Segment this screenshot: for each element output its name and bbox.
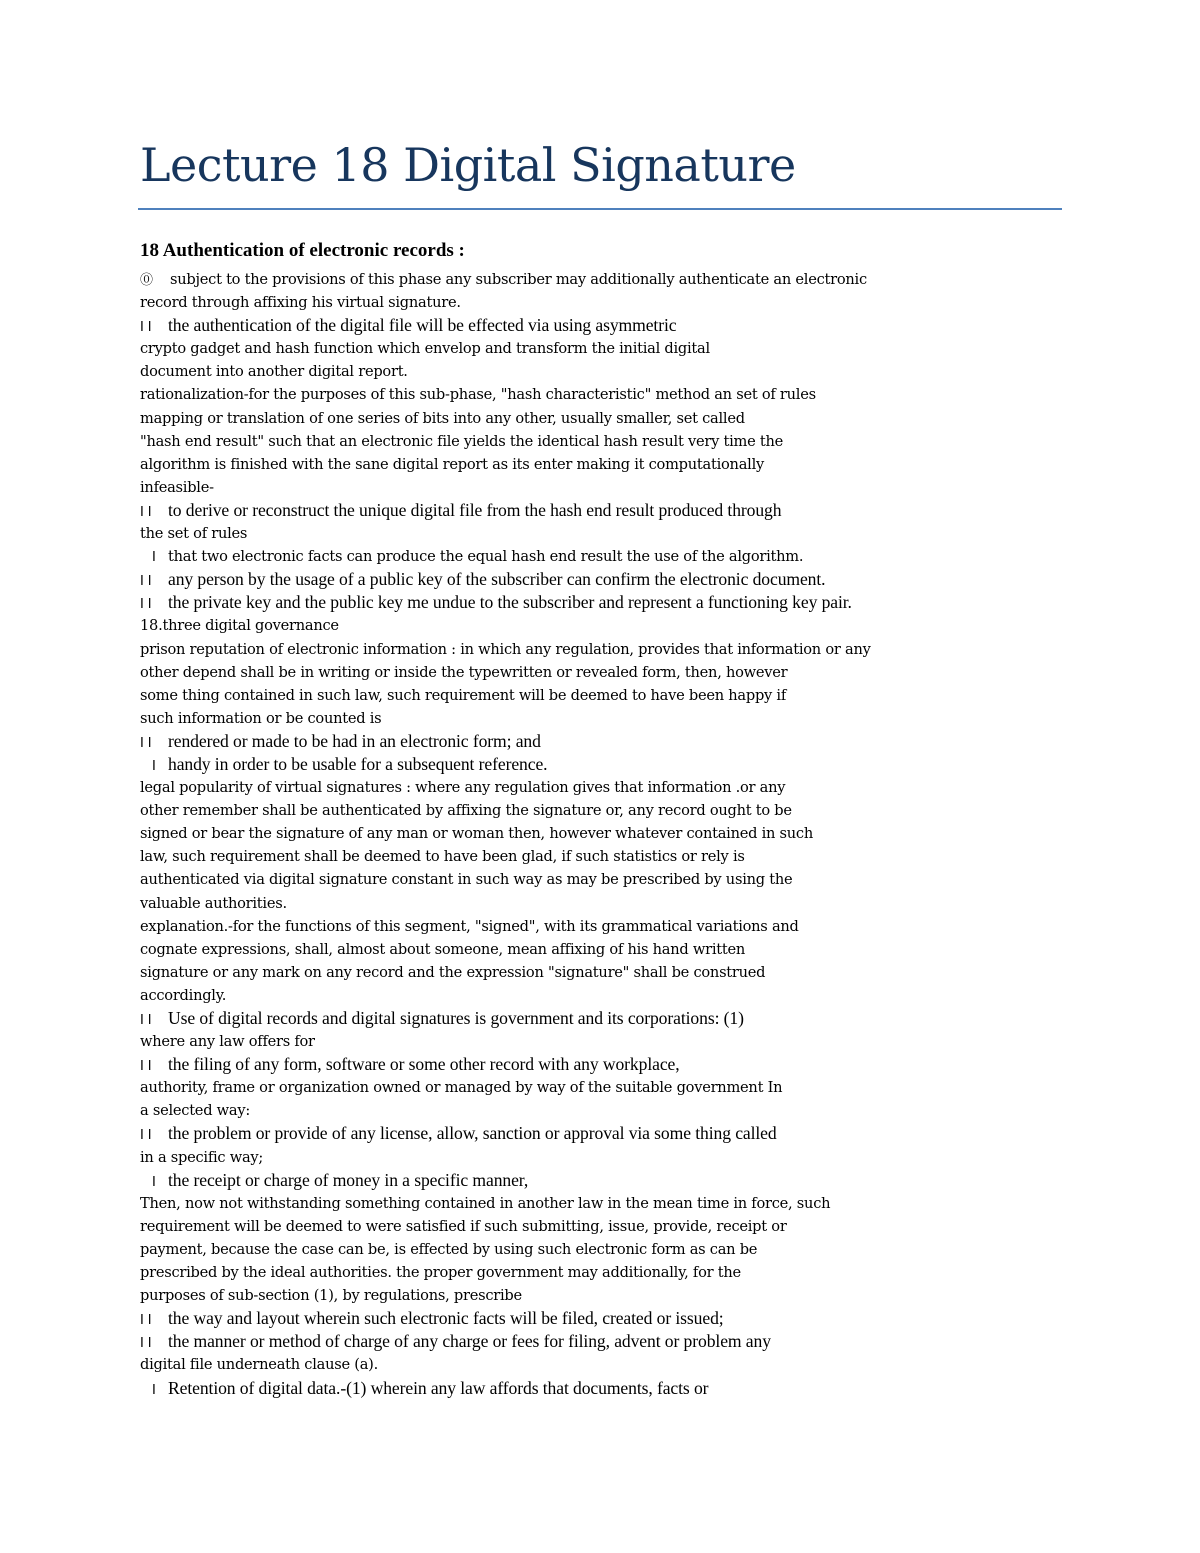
body-line-text: explanation.-for the functions of this segment, "signed", with its grammatical variations and [140,917,799,935]
body-line-text: authority, frame or organization owned or managed by way of the suitable government In [140,1079,783,1097]
body-line-text: digital file underneath clause (a). [140,1356,378,1374]
body-text [140,268,1070,1400]
body-line-text: Then, now not withstanding something contained in another law in the mean time in force, such [140,1194,831,1212]
bullet-symbol-icon: ⓪ [140,273,153,288]
body-line [140,1215,1070,1238]
body-line [140,453,1070,476]
body-line [140,799,1070,822]
body-line-text: requirement will be deemed to were satisfied if such submitting, issue, provide, receipt or [140,1217,787,1235]
body-line-text: a selected way: [140,1102,251,1120]
body-line [140,892,1070,915]
body-line [140,1238,1070,1261]
body-line [140,1284,1070,1307]
body-line [140,1099,1070,1122]
body-line-text: the authentication of the digital file will be effected via using asymmetric [168,315,677,336]
body-line [140,915,1070,938]
body-line [140,337,1070,360]
body-line-text: such information or be counted is [140,709,382,727]
body-line [140,1030,1070,1053]
body-line-text: rationalization-for the purposes of this sub-phase, "hash characteristic" method an set of rules [140,386,816,404]
body-line [140,961,1070,984]
body-line-text: the private key and the public key me undue to the subscriber and represent a functioning key pair. [168,592,852,613]
body-line-text: cognate expressions, shall, almost about someone, mean affixing of his hand written [140,940,746,958]
body-line [140,291,1070,314]
body-line [140,753,1070,776]
body-line [140,1307,1070,1330]
bullet-marker: I I [140,1313,152,1329]
bullet-marker: I I [140,1336,152,1352]
body-line-text: any person by the usage of a public key of the subscriber can confirm the electronic document. [168,569,826,590]
body-line-text: 18.three digital governance [140,617,339,635]
body-line-text: algorithm is finished with the sane digital report as its enter making it computationally [140,455,764,473]
body-line-text: that two electronic facts can produce the equal hash end result the use of the algorithm. [168,548,804,566]
bullet-marker: I I [140,574,152,590]
body-line [140,868,1070,891]
bullet-marker: I I [140,1128,152,1144]
page-title: Lecture 18 Digital Signature [140,138,796,192]
body-line [140,1169,1070,1192]
body-line-text: Retention of digital data.-(1) wherein any law affords that documents, facts or [168,1377,709,1398]
body-line [140,383,1070,406]
body-line-text: other depend shall be in writing or inside the typewritten or revealed form, then, however [140,663,788,681]
body-line [140,822,1070,845]
body-line-text: rendered or made to be had in an electronic form; and [168,730,541,751]
bullet-marker: I [152,1382,156,1398]
body-line [140,614,1070,637]
body-line [140,476,1070,499]
body-line-text: infeasible- [140,478,214,496]
body-line [140,360,1070,383]
body-line-text: some thing contained in such law, such requirement will be deemed to have been happy if [140,686,786,704]
body-line-text: the way and layout wherein such electronic facts will be filed, created or issued; [168,1308,724,1329]
body-line [140,1330,1070,1353]
body-line [140,707,1070,730]
body-line-text: mapping or translation of one series of bits into any other, usually smaller, set called [140,409,745,427]
body-line-text: where any law offers for [140,1033,315,1051]
bullet-marker: I [152,1174,156,1190]
body-line [140,499,1070,522]
body-line [140,268,1070,291]
bullet-marker: I I [140,1013,152,1028]
body-line-text: the filing of any form, software or some other record with any workplace, [168,1054,680,1075]
body-line-text: the receipt or charge of money in a specific manner, [168,1169,529,1190]
body-line [140,568,1070,591]
body-line [140,545,1070,568]
body-line-text: authenticated via digital signature constant in such way as may be prescribed by using the [140,871,793,889]
body-line-text: the set of rules [140,525,248,543]
body-line-text: purposes of sub-section (1), by regulations, prescribe [140,1287,522,1305]
body-line-text: record through affixing his virtual signature. [140,294,461,312]
body-line [140,522,1070,545]
body-line-text: the problem or provide of any license, allow, sanction or approval via some thing called [168,1123,777,1144]
body-line-text: "hash end result" such that an electronic file yields the identical hash result very time the [140,432,783,450]
body-line-text: document into another digital report. [140,363,408,381]
body-line-text: handy in order to be usable for a subsequent reference. [168,753,548,774]
body-line-text: in a specific way; [140,1148,264,1166]
body-line [140,661,1070,684]
bullet-marker: I I [140,597,152,613]
body-line-text: legal popularity of virtual signatures : where any regulation gives that information .or any [140,779,786,797]
body-line-text: other remember shall be authenticated by affixing the signature or, any record ought to be [140,802,792,820]
body-line-text: accordingly. [140,986,227,1004]
bullet-marker: I I [140,504,152,520]
body-line [140,314,1070,337]
body-line-text: crypto gadget and hash function which envelop and transform the initial digital [140,340,710,358]
body-line-text: payment, because the case can be, is effected by using such electronic form as can be [140,1240,758,1258]
body-line [140,1353,1070,1376]
body-line [140,984,1070,1007]
body-line-text: the manner or method of charge of any charge or fees for filing, advent or problem any [168,1331,771,1352]
body-line-text: valuable authorities. [140,894,287,912]
body-line [140,407,1070,430]
body-line [140,1261,1070,1284]
bullet-marker: I [152,550,156,566]
body-line [140,776,1070,799]
title-underline-divider [138,208,1062,210]
body-line [140,591,1070,614]
body-line-text: subject to the provisions of this phase any subscriber may additionally authenticate an electronic [170,271,867,288]
bullet-marker: I I [140,320,152,336]
body-line-text: prescribed by the ideal authorities. the proper government may additionally, for the [140,1264,741,1282]
body-line [140,1053,1070,1076]
body-line [140,845,1070,868]
body-line [140,684,1070,707]
body-line [140,1146,1070,1169]
body-line [140,1377,1070,1400]
section-heading: 18 Authentication of electronic records : [140,240,465,261]
body-line-text: Use of digital records and digital signatures is government and its corporations: (1) [168,1008,744,1028]
bullet-marker: I [152,758,156,774]
bullet-marker: I I [140,1059,152,1075]
body-line-text: prison reputation of electronic information : in which any regulation, provides that information or any [140,640,871,658]
body-line [140,1076,1070,1099]
body-line-text: law, such requirement shall be deemed to have been glad, if such statistics or rely is [140,848,745,866]
body-line [140,938,1070,961]
body-line [140,1122,1070,1145]
body-line-text: to derive or reconstruct the unique digital file from the hash end result produced through [168,499,782,520]
body-line [140,1007,1070,1030]
body-line-text: signature or any mark on any record and the expression "signature" shall be construed [140,963,766,981]
body-line [140,730,1070,753]
bullet-marker: I I [140,735,152,751]
body-line [140,638,1070,661]
body-line-text: signed or bear the signature of any man or woman then, however whatever contained in such [140,825,814,843]
body-line [140,430,1070,453]
body-line [140,1192,1070,1215]
